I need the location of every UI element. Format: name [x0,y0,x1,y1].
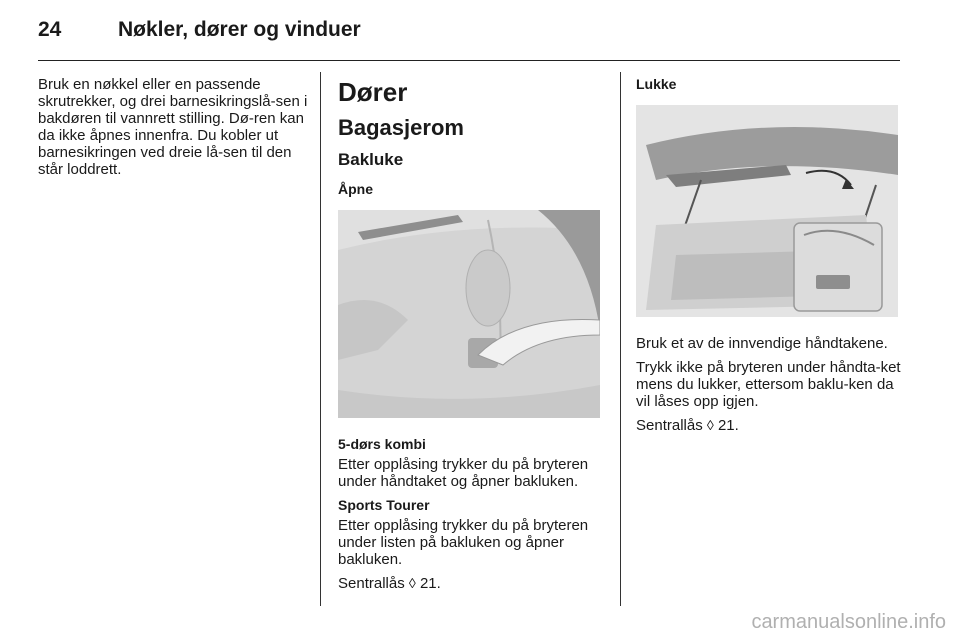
tailgate-open-illustration [338,210,600,418]
column-left [38,76,308,185]
cross-reference[interactable] [338,575,608,592]
variant-paragraph: Etter opplåsing trykker du på bryteren under listen på bakluken og åpner bakluken. [338,517,589,568]
watermark: carmanualsonline.info [751,611,946,633]
reference-arrow-icon: ◊ [408,575,416,591]
instruction-paragraph: Bruk et av de innvendige håndtakene. [636,335,888,352]
topic-title: Bakluke [338,150,404,169]
column-divider [320,72,321,606]
chapter-title: Nøkler, dører og vinduer [118,18,361,41]
cross-reference-page: 21. [419,575,441,592]
subsection-title: Bagasjerom [338,115,464,140]
tailgate-close-illustration [636,105,898,317]
open-heading: Åpne [338,181,373,197]
cross-reference-page: 21. [717,417,739,434]
header-rule [38,60,900,61]
variant-paragraph: Etter opplåsing trykker du på bryteren under håndtaket og åpner bakluken. [338,456,589,490]
variant-heading: Sports Tourer [338,497,430,513]
column-middle [338,76,608,599]
cross-reference-text: Sentrallås [636,417,703,434]
page-number: 24 [38,18,62,41]
reference-arrow-icon: ◊ [706,417,714,433]
cross-reference[interactable] [636,417,906,434]
cross-reference-text: Sentrallås [338,575,405,592]
column-right [636,76,906,441]
close-heading: Lukke [636,76,677,92]
page-header [38,18,361,42]
warning-paragraph: Trykk ikke på bryteren under håndta-ket mens du lukker, ettersom baklu-ken da vil låses opp igjen. [636,359,901,410]
variant-heading: 5-dørs kombi [338,436,426,452]
section-title: Dører [338,77,408,107]
column-divider [620,72,621,606]
child-lock-paragraph: Bruk en nøkkel eller en passende skrutrekker, og drei barnesikringslå-sen i bakdøren til vannrett stilling. Dø-ren kan da ikke åpnes innenfra. Du kobler ut barnesikringen ved dreie lå-sen til den står loddrett. [38,76,308,178]
